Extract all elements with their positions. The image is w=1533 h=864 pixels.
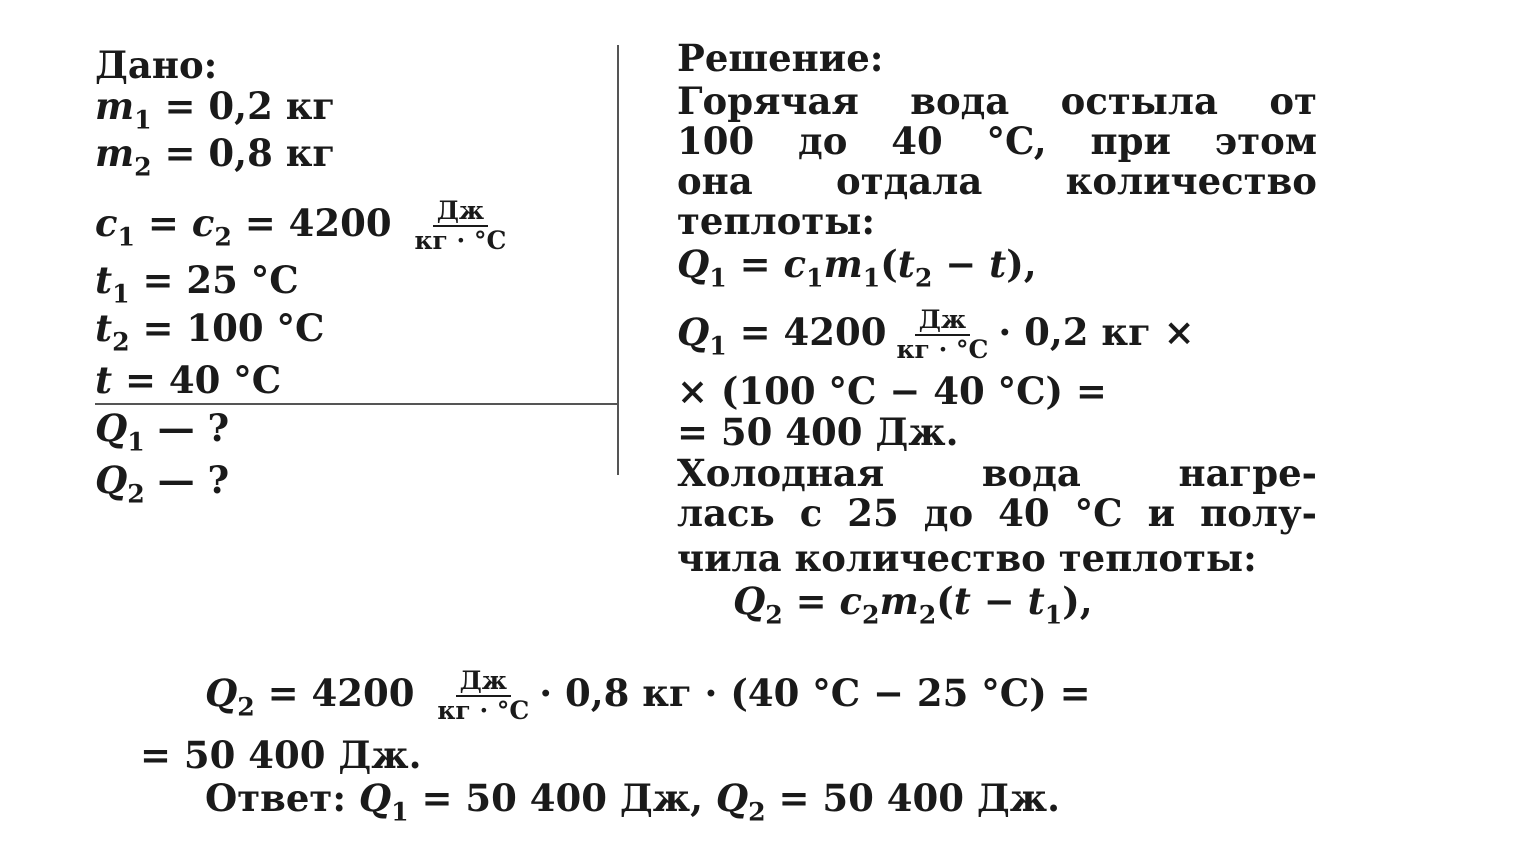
given-divider	[95, 403, 619, 405]
symbol-m: m	[95, 131, 135, 175]
symbol-t: t	[953, 579, 971, 623]
subscript: 1	[709, 330, 727, 361]
symbol-t: t	[897, 242, 915, 286]
subscript: 1	[127, 426, 145, 457]
given-t	[95, 358, 282, 402]
symbol-t: t	[95, 306, 113, 350]
unit-fraction	[433, 668, 533, 725]
symbol-q: Q	[95, 458, 128, 502]
value: · 0,8 кг · (40 °C − 25 °C) =	[539, 670, 1091, 715]
minus: −	[970, 579, 1028, 623]
minus: −	[932, 242, 990, 286]
subscript: 1	[806, 262, 824, 293]
find-q2	[95, 458, 230, 509]
symbol-m: m	[95, 84, 135, 128]
subscript: 2	[112, 326, 130, 357]
given-m1	[95, 84, 336, 135]
paren: ),	[1062, 579, 1093, 623]
unknown: — ?	[144, 458, 230, 502]
value: = 25 °C	[129, 258, 299, 302]
symbol-q: Q	[677, 242, 710, 286]
unit-numerator: Дж	[915, 307, 970, 336]
subscript: 2	[765, 599, 783, 630]
solution-text-line: она отдала количество	[677, 159, 1317, 203]
symbol-q: Q	[95, 406, 128, 450]
given-m2	[95, 131, 336, 182]
formula-q1-continued: × (100 °C − 40 °C) =	[677, 369, 1107, 413]
value: = 100 °C	[129, 306, 325, 350]
symbol-q: Q	[358, 776, 392, 820]
value: · 0,2 кг ×	[998, 309, 1195, 354]
given-t1	[95, 258, 299, 309]
unit-numerator: Дж	[433, 198, 488, 227]
value: = 50 400 Дж,	[408, 776, 716, 820]
symbol-c: c	[95, 200, 118, 245]
solution-text-line: Горячая вода остыла от	[677, 79, 1317, 123]
symbol-c: c	[783, 242, 807, 286]
equals: =	[782, 579, 840, 623]
subscript: 2	[918, 599, 937, 630]
given-c	[95, 198, 516, 255]
value: = 50 400 Дж.	[765, 776, 1061, 820]
subscript: 1	[134, 104, 152, 135]
column-divider	[617, 45, 619, 475]
unit-denominator: кг · °C	[414, 226, 507, 256]
symbol-t: t	[95, 258, 113, 302]
given-t2	[95, 306, 325, 357]
equals: =	[135, 200, 192, 245]
subscript: 1	[709, 262, 727, 293]
paren: (	[936, 579, 954, 623]
symbol-t: t	[95, 358, 113, 402]
symbol-t: t	[1027, 579, 1045, 623]
symbol-c: c	[839, 579, 863, 623]
subscript: 1	[1044, 599, 1063, 630]
solution-text-line: Холодная вода нагре-	[677, 451, 1317, 495]
value: = 4200	[726, 309, 887, 354]
formula-q1	[677, 242, 1037, 293]
find-q1	[95, 406, 230, 457]
formula-q1-numeric	[677, 307, 1195, 364]
symbol-q: Q	[677, 309, 710, 354]
solution-heading: Решение:	[677, 36, 884, 80]
formula-q2-result: = 50 400 Дж.	[140, 733, 422, 777]
value: = 0,8 кг	[151, 131, 336, 175]
solution-text-line: чила количество теплоты:	[677, 536, 1257, 580]
symbol-q: Q	[733, 579, 766, 623]
formula-q2	[733, 579, 1093, 630]
unit-numerator: Дж	[456, 668, 511, 697]
answer-label: Ответ:	[205, 776, 359, 820]
value: = 0,2 кг	[151, 84, 336, 128]
symbol-m: m	[879, 579, 919, 623]
unit-fraction	[410, 198, 510, 255]
formula-q2-numeric	[205, 668, 1091, 725]
subscript: 2	[134, 151, 152, 182]
unknown: — ?	[144, 406, 230, 450]
unit-denominator: кг · °C	[437, 696, 530, 726]
subscript: 1	[391, 796, 409, 827]
symbol-c: c	[191, 200, 215, 245]
solution-text-line: 100 до 40 °C, при этом	[677, 119, 1317, 163]
symbol-t: t	[989, 242, 1007, 286]
paren: ),	[1006, 242, 1037, 286]
value: = 40 °C	[112, 358, 282, 402]
unit-denominator: кг · °C	[896, 335, 989, 365]
subscript: 2	[914, 262, 933, 293]
solution-text-line: теплоты:	[677, 199, 875, 243]
solution-text-line: лась с 25 до 40 °C и полу-	[677, 491, 1317, 535]
symbol-m: m	[823, 242, 863, 286]
symbol-q: Q	[205, 670, 238, 715]
subscript: 1	[117, 221, 136, 252]
unit-fraction	[893, 307, 993, 364]
subscript: 1	[112, 278, 130, 309]
subscript: 2	[862, 599, 880, 630]
subscript: 1	[862, 262, 881, 293]
subscript: 2	[214, 221, 232, 252]
paren: (	[880, 242, 898, 286]
symbol-q: Q	[715, 776, 749, 820]
answer-line	[205, 776, 1061, 827]
subscript: 2	[237, 691, 255, 722]
subscript: 2	[127, 478, 145, 509]
formula-q1-result: = 50 400 Дж.	[677, 410, 959, 454]
value: = 4200	[231, 200, 405, 245]
given-heading: Дано:	[95, 43, 218, 87]
subscript: 2	[748, 796, 766, 827]
value: = 4200	[254, 670, 428, 715]
equals: =	[726, 242, 784, 286]
